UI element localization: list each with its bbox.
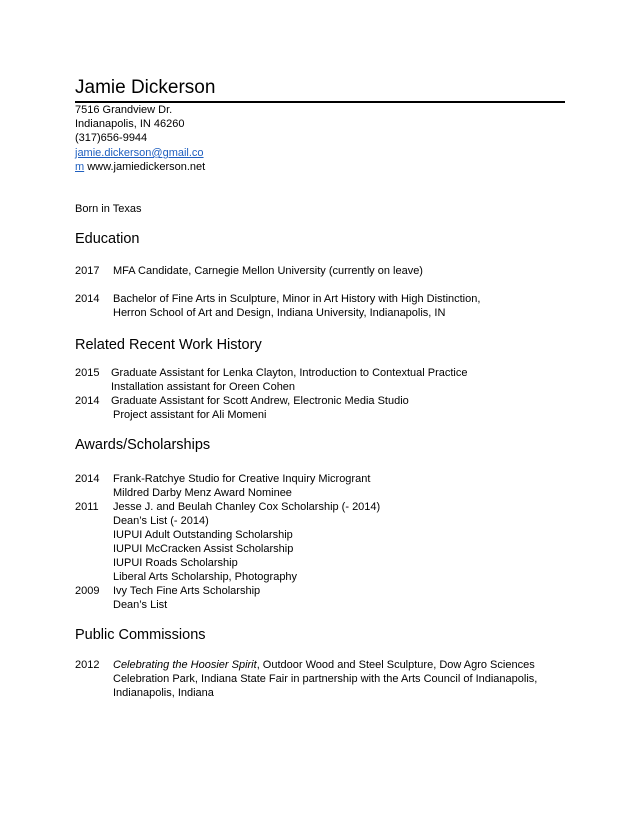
commission-entry-line: Indianapolis, Indiana <box>113 687 214 699</box>
work-year: 2015 <box>75 367 100 379</box>
award-entry-line: Dean’s List <box>113 599 168 611</box>
email-website-line <box>75 160 205 174</box>
award-year: 2009 <box>75 585 100 597</box>
work-year: 2014 <box>75 395 100 407</box>
work-entry-line: Graduate Assistant for Lenka Clayton, Introduction to Contextual Practice <box>111 367 468 379</box>
work-entry-line: Installation assistant for Oreen Cohen <box>111 381 296 393</box>
award-year: 2014 <box>75 473 100 485</box>
award-entry-line: Frank-Ratchye Studio for Creative Inquiry Microgrant <box>113 473 371 485</box>
award-entry-line: IUPUI Adult Outstanding Scholarship <box>113 529 293 541</box>
award-entry-line: Dean’s List (- 2014) <box>113 515 209 527</box>
email-link[interactable]: jamie.dickerson@gmail.co <box>75 147 204 159</box>
education-year: 2017 <box>75 265 100 277</box>
email-link-continued[interactable]: m <box>75 161 85 173</box>
commission-entry-line: Celebration Park, Indiana State Fair in partnership with the Arts Council of Indianapolis, <box>113 673 538 685</box>
work-entry-line: Project assistant for Ali Momeni <box>113 409 267 421</box>
education-entry-line: MFA Candidate, Carnegie Mellon University (currently on leave) <box>113 265 423 277</box>
education-entry-line: Herron School of Art and Design, Indiana University, Indianapolis, IN <box>113 307 446 319</box>
commission-title: Celebrating the Hoosier Spirit <box>113 659 257 671</box>
candidate-name: Jamie Dickerson <box>75 77 216 98</box>
website-url: www.jamiedickerson.net <box>87 161 206 173</box>
commission-description: , Outdoor Wood and Steel Sculpture, Dow Agro Sciences <box>256 659 535 671</box>
section-heading-awards: Awards/Scholarships <box>75 437 211 453</box>
education-entry-line: Bachelor of Fine Arts in Sculpture, Minor in Art History with High Distinction, <box>113 293 481 305</box>
education-year: 2014 <box>75 293 100 305</box>
award-entry-line: Ivy Tech Fine Arts Scholarship <box>113 585 261 597</box>
section-heading-work-history: Related Recent Work History <box>75 337 262 353</box>
award-entry-line: Mildred Darby Menz Award Nominee <box>113 487 292 499</box>
commission-entry-first-line <box>113 658 535 672</box>
section-heading-commissions: Public Commissions <box>75 627 206 643</box>
award-entry-line: IUPUI Roads Scholarship <box>113 557 238 569</box>
address-line-2: Indianapolis, IN 46260 <box>75 118 185 130</box>
award-entry-line: Liberal Arts Scholarship, Photography <box>113 571 298 583</box>
work-entry-line: Graduate Assistant for Scott Andrew, Electronic Media Studio <box>111 395 409 407</box>
commission-year: 2012 <box>75 659 100 671</box>
award-entry-line: IUPUI McCracken Assist Scholarship <box>113 543 294 555</box>
birthplace: Born in Texas <box>75 203 142 215</box>
address-line-1: 7516 Grandview Dr. <box>75 104 173 116</box>
award-entry-line: Jesse J. and Beulah Chanley Cox Scholarship (- 2014) <box>113 501 381 513</box>
phone-number: (317)656-9944 <box>75 132 148 144</box>
section-heading-education: Education <box>75 231 140 247</box>
award-year: 2011 <box>75 501 99 513</box>
